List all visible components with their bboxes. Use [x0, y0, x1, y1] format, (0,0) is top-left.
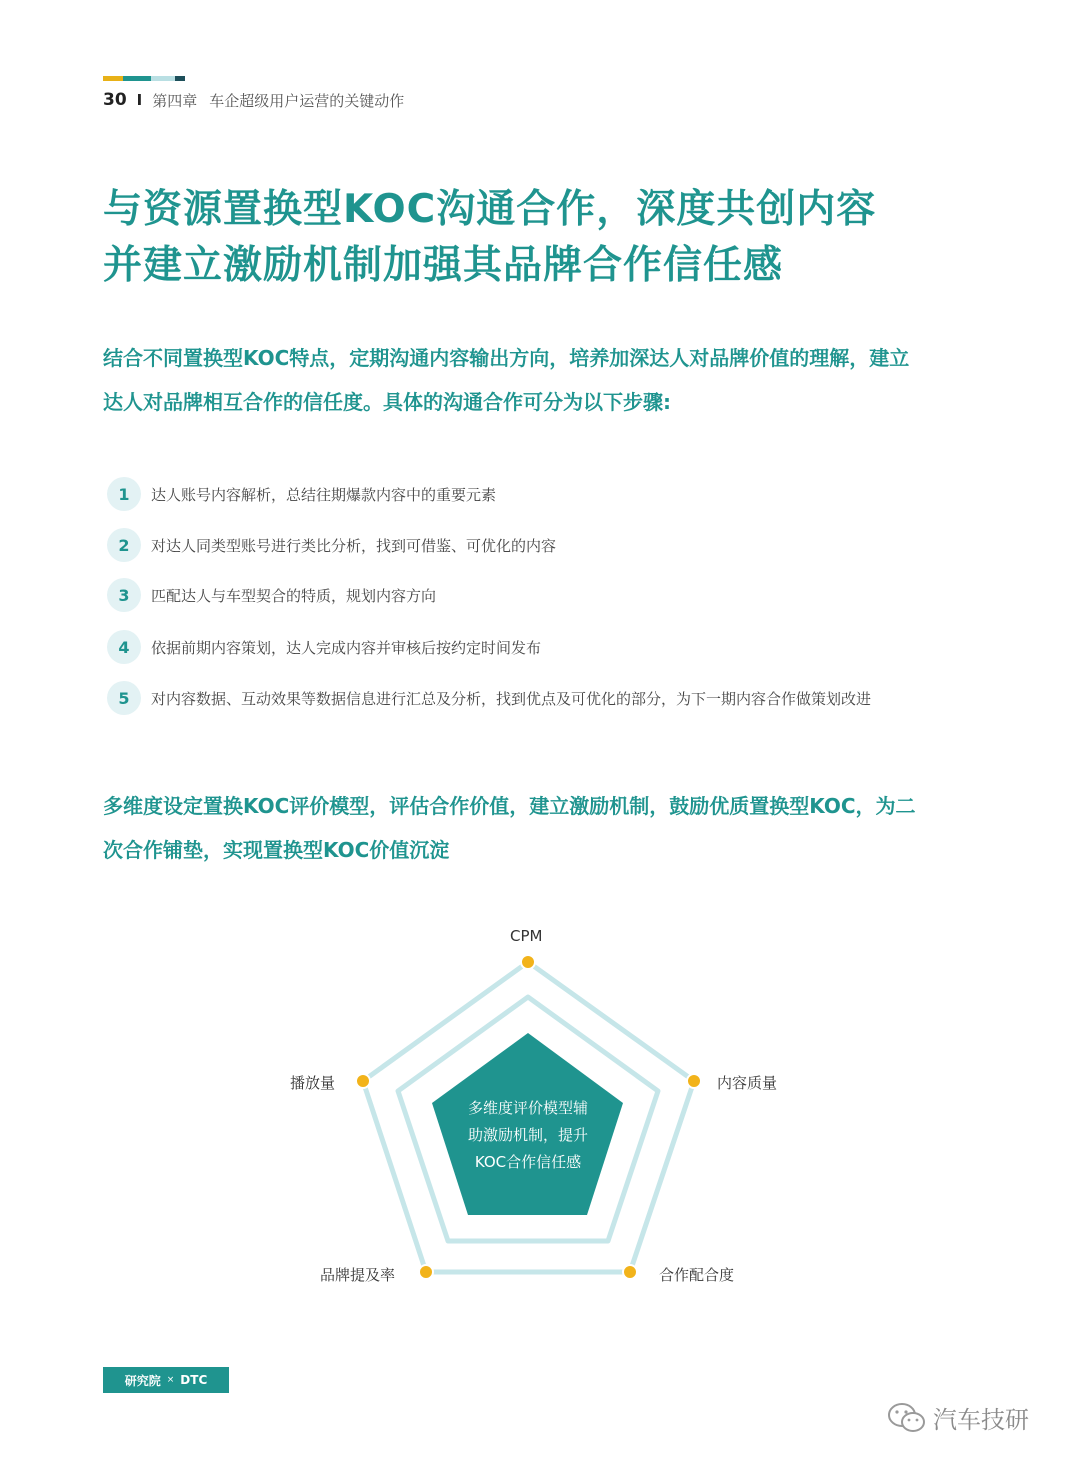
vertex-dot-content-quality: [687, 1074, 701, 1088]
logo-cross: ×: [166, 1375, 175, 1385]
step-text: 对达人同类型账号进行类比分析，找到可借鉴、可优化的内容: [151, 536, 557, 555]
bar-segment-teal: [123, 76, 151, 81]
section-2-line-2: 次合作铺垫，实现置换型KOC价值沉淀: [103, 838, 450, 862]
page-header: [103, 89, 404, 111]
section-2-line-1: 多维度设定置换KOC评价模型，评估合作价值，建立激励机制，鼓励优质置换型KOC，为二: [103, 794, 916, 818]
page-title: [103, 182, 876, 294]
step-item: [107, 578, 436, 612]
header-separator: I: [136, 91, 143, 109]
step-number-badge: 3: [107, 578, 141, 612]
section-1-lead: [103, 336, 983, 424]
chapter-title: 车企超级用户运营的关键动作: [209, 91, 405, 110]
step-item: [107, 477, 496, 511]
step-text: 对内容数据、互动效果等数据信息进行汇总及分析，找到优点及可优化的部分，为下一期内容合作做策划改进: [151, 689, 872, 708]
vertex-dot-play-count: [356, 1074, 370, 1088]
header-color-bar: [103, 76, 185, 81]
center-text-line-1: 多维度评价模型辅: [467, 1099, 588, 1117]
step-number-badge: 2: [107, 528, 141, 562]
logo-left-text: 研究院: [124, 1373, 161, 1388]
bar-segment-light: [151, 76, 175, 81]
step-item: [107, 630, 541, 664]
watermark: [887, 1400, 1029, 1435]
step-text: 依据前期内容策划，达人完成内容并审核后按约定时间发布: [151, 638, 542, 657]
page-title-line-1: 与资源置换型KOC沟通合作，深度共创内容: [103, 187, 877, 232]
bar-segment-dark: [175, 76, 185, 81]
step-number-badge: 1: [107, 477, 141, 511]
step-number-badge: 4: [107, 630, 141, 664]
step-text: 达人账号内容解析，总结往期爆款内容中的重要元素: [151, 485, 497, 504]
wechat-icon: [887, 1401, 927, 1435]
vertex-label-cpm: CPM: [510, 927, 543, 945]
vertex-label-brand-mention: 品牌提及率: [320, 1266, 396, 1284]
section-2-lead: [103, 784, 983, 872]
watermark-text: 汽车技研: [933, 1406, 1029, 1434]
vertex-label-content-quality: 内容质量: [717, 1074, 778, 1092]
vertex-label-play-count: 播放量: [290, 1074, 336, 1092]
vertex-dot-cooperation: [623, 1265, 637, 1279]
vertex-dot-cpm: [521, 955, 535, 969]
logo-right-text: DTC: [180, 1373, 208, 1387]
section-1-line-1: 结合不同置换型KOC特点，定期沟通内容输出方向，培养加深达人对品牌价值的理解，建立: [103, 346, 910, 370]
chapter-label: 第四章: [152, 91, 198, 110]
evaluation-model-diagram: [280, 915, 800, 1315]
center-text-line-2: 助激励机制，提升: [467, 1126, 588, 1144]
section-1-line-2: 达人对品牌相互合作的信任度。具体的沟通合作可分为以下步骤:: [103, 390, 671, 414]
step-item: [107, 681, 871, 715]
center-text-line-3: KOC合作信任感: [474, 1153, 582, 1171]
bar-segment-yellow: [103, 76, 123, 81]
step-text: 匹配达人与车型契合的特质，规划内容方向: [151, 586, 437, 605]
diagram-center-text: [448, 1095, 608, 1176]
vertex-label-cooperation: 合作配合度: [659, 1266, 735, 1284]
vertex-dot-brand-mention: [419, 1265, 433, 1279]
step-number-badge: 5: [107, 681, 141, 715]
page-title-line-2: 并建立激励机制加强其品牌合作信任感: [103, 243, 784, 288]
footer-logo: [103, 1367, 229, 1393]
page-number: 30: [103, 90, 127, 110]
step-item: [107, 528, 556, 562]
